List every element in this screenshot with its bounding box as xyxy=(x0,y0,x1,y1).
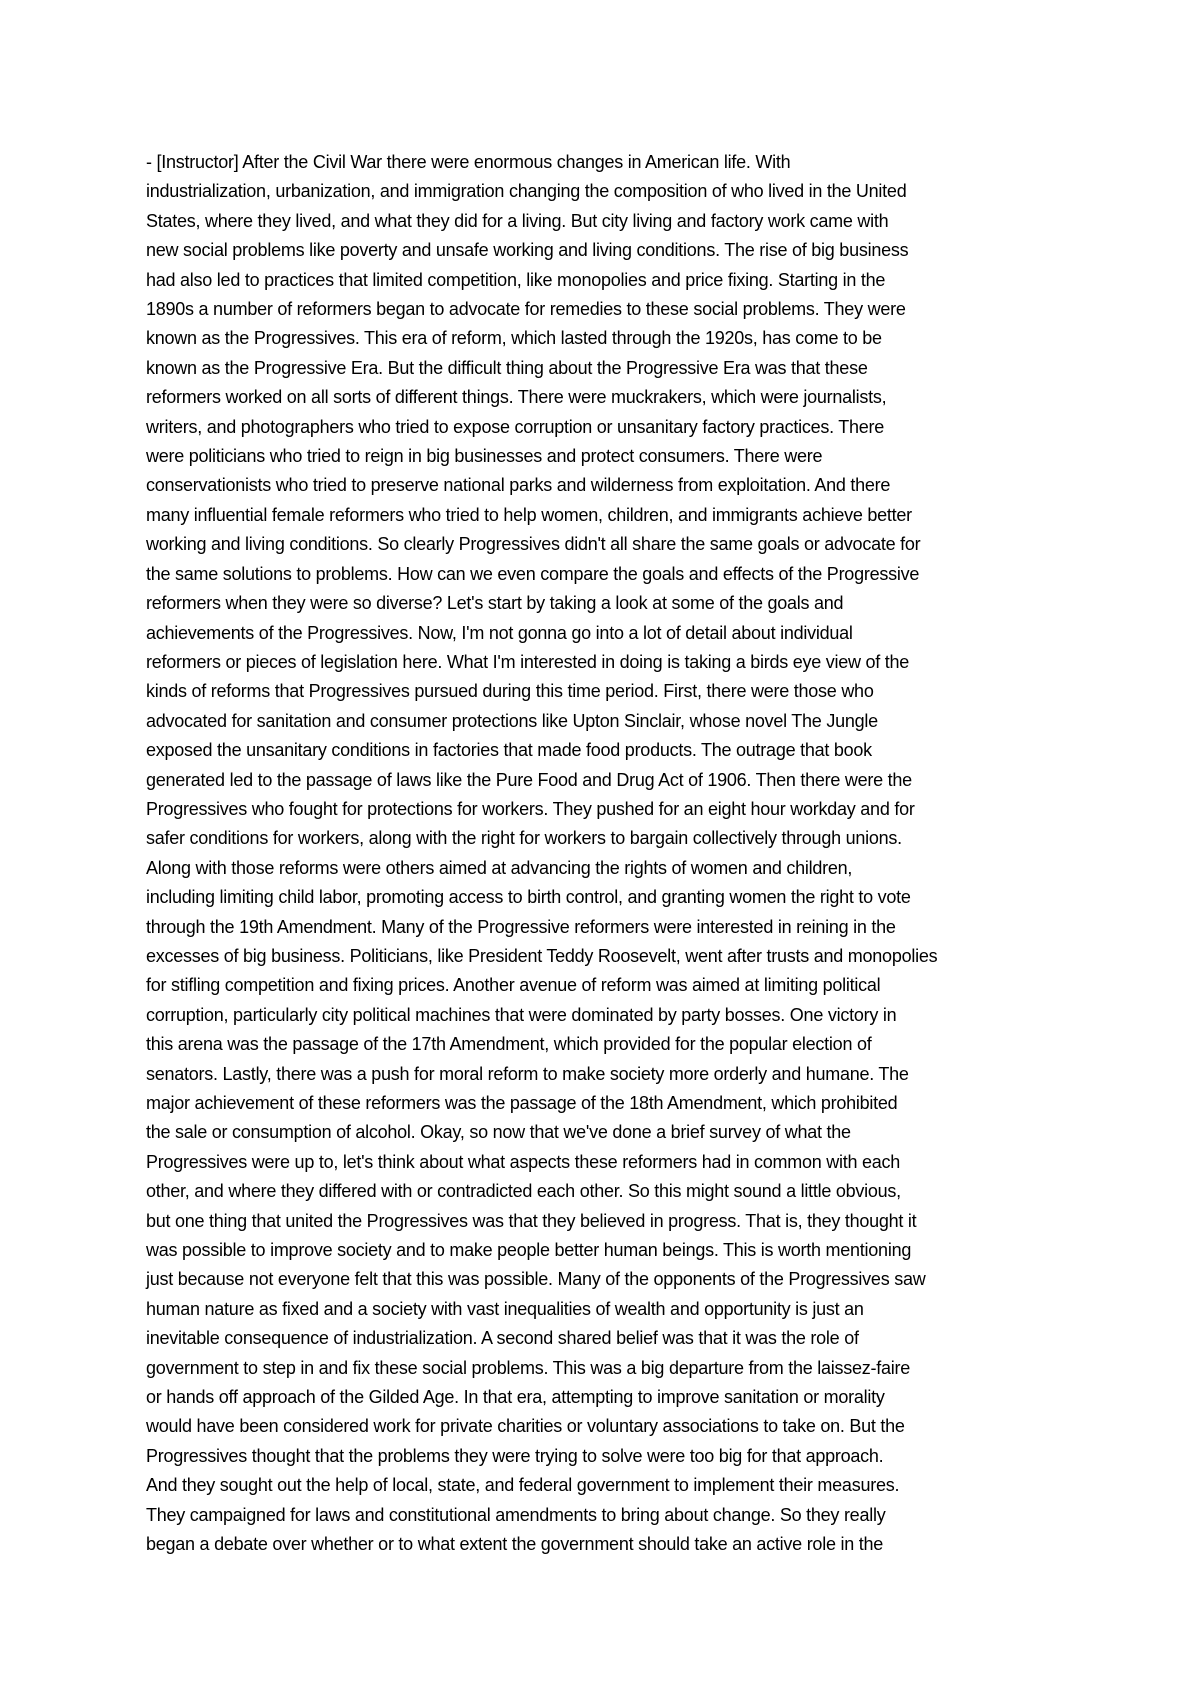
transcript-line: inevitable consequence of industrialization. A second shared belief was that it was the role of xyxy=(146,1328,859,1349)
transcript-line: - [Instructor] After the Civil War there were enormous changes in American life. With xyxy=(146,152,791,172)
transcript-line: generated led to the passage of laws like the Pure Food and Drug Act of 1906. Then there were the xyxy=(146,769,912,790)
transcript-line: exposed the unsanitary conditions in factories that made food products. The outrage that book xyxy=(146,740,872,761)
transcript-line: And they sought out the help of local, state, and federal government to implement their measures. xyxy=(146,1475,900,1496)
transcript-line: was possible to improve society and to make people better human beings. This is worth mentioning xyxy=(146,1240,912,1261)
transcript-line: government to step in and fix these social problems. This was a big departure from the laissez-faire xyxy=(146,1357,911,1378)
transcript-line: began a debate over whether or to what extent the government should take an active role in the xyxy=(146,1534,883,1555)
transcript-line: industrialization, urbanization, and immigration changing the composition of who lived in the United xyxy=(146,181,907,202)
transcript-line: Progressives were up to, let's think about what aspects these reformers had in common with each xyxy=(146,1151,901,1172)
transcript-line: many influential female reformers who tried to help women, children, and immigrants achieve better xyxy=(146,504,912,525)
transcript-line: through the 19th Amendment. Many of the Progressive reformers were interested in reining in the xyxy=(146,916,896,937)
transcript-line: 1890s a number of reformers began to advocate for remedies to these social problems. They were xyxy=(146,299,906,320)
transcript-line: the sale or consumption of alcohol. Okay, so now that we've done a brief survey of what the xyxy=(146,1122,851,1143)
transcript-line: or hands off approach of the Gilded Age. In that era, attempting to improve sanitation or morality xyxy=(146,1387,885,1408)
transcript-line: had also led to practices that limited competition, like monopolies and price fixing. Starting in the xyxy=(146,269,886,290)
transcript-line: senators. Lastly, there was a push for moral reform to make society more orderly and humane. The xyxy=(146,1063,909,1084)
transcript-line: including limiting child labor, promoting access to birth control, and granting women the right to vote xyxy=(146,887,911,908)
transcript-line: States, where they lived, and what they did for a living. But city living and factory work came with xyxy=(146,210,889,231)
transcript-line: reformers when they were so diverse? Let's start by taking a look at some of the goals and xyxy=(146,593,844,614)
transcript-line: conservationists who tried to preserve national parks and wilderness from exploitation. And there xyxy=(146,475,891,496)
transcript-line: corruption, particularly city political machines that were dominated by party bosses. One victory in xyxy=(146,1004,897,1025)
transcript-line: known as the Progressive Era. But the difficult thing about the Progressive Era was that these xyxy=(146,357,868,378)
transcript-line: but one thing that united the Progressives was that they believed in progress. That is, they thought it xyxy=(146,1210,917,1231)
transcript-line: new social problems like poverty and unsafe working and living conditions. The rise of big business xyxy=(146,240,909,261)
transcript-line: were politicians who tried to reign in big businesses and protect consumers. There were xyxy=(146,446,823,467)
transcript-line: reformers or pieces of legislation here. What I'm interested in doing is taking a birds eye view of the xyxy=(146,651,910,672)
transcript-line: the same solutions to problems. How can we even compare the goals and effects of the Progressive xyxy=(146,563,920,584)
transcript-line: working and living conditions. So clearly Progressives didn't all share the same goals or advocate for xyxy=(146,534,921,555)
transcript-line: reformers worked on all sorts of different things. There were muckrakers, which were journalists, xyxy=(146,387,887,408)
transcript-line: Progressives who fought for protections for workers. They pushed for an eight hour workday and for xyxy=(146,798,915,819)
transcript-line: excesses of big business. Politicians, like President Teddy Roosevelt, went after trusts and monopolies xyxy=(146,945,938,966)
transcript-line: They campaigned for laws and constitutional amendments to bring about change. So they really xyxy=(146,1504,886,1525)
transcript-line: known as the Progressives. This era of reform, which lasted through the 1920s, has come to be xyxy=(146,328,882,349)
transcript-line: achievements of the Progressives. Now, I'm not gonna go into a lot of detail about individual xyxy=(146,622,853,643)
transcript-line: this arena was the passage of the 17th Amendment, which provided for the popular election of xyxy=(146,1034,872,1055)
transcript-line: kinds of reforms that Progressives pursued during this time period. First, there were those who xyxy=(146,681,874,702)
transcript-line: other, and where they differed with or contradicted each other. So this might sound a little obvious, xyxy=(146,1181,901,1202)
transcript-line: just because not everyone felt that this was possible. Many of the opponents of the Progressives saw xyxy=(146,1269,926,1290)
transcript-line: Along with those reforms were others aimed at advancing the rights of women and children, xyxy=(146,857,853,878)
transcript-line: would have been considered work for private charities or voluntary associations to take on. But the xyxy=(146,1416,905,1437)
transcript-line: for stifling competition and fixing prices. Another avenue of reform was aimed at limiting political xyxy=(146,975,881,996)
transcript-text xyxy=(146,148,1086,1560)
transcript-line: Progressives thought that the problems they were trying to solve were too big for that approach. xyxy=(146,1445,884,1466)
transcript-line: advocated for sanitation and consumer protections like Upton Sinclair, whose novel The Jungle xyxy=(146,710,878,731)
transcript-line: major achievement of these reformers was the passage of the 18th Amendment, which prohibited xyxy=(146,1093,898,1113)
transcript-line: human nature as fixed and a society with vast inequalities of wealth and opportunity is just an xyxy=(146,1298,864,1319)
transcript-line: writers, and photographers who tried to expose corruption or unsanitary factory practices. There xyxy=(146,416,885,437)
transcript-line: safer conditions for workers, along with the right for workers to bargain collectively through unions. xyxy=(146,828,902,849)
